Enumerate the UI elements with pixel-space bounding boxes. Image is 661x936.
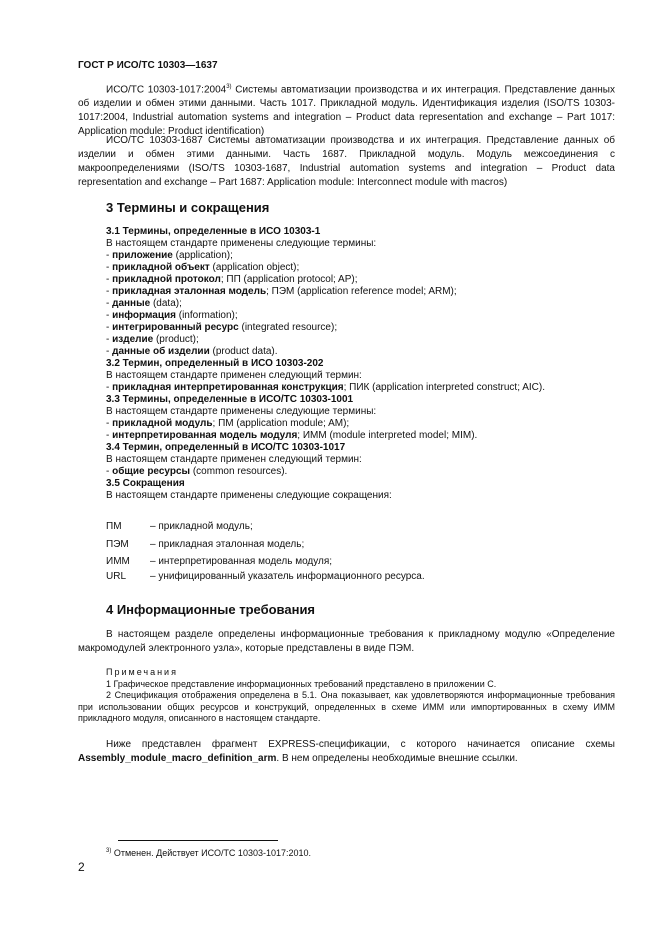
term-detail: ; ПИК (application interpreted construct; AIC). — [343, 382, 545, 393]
subsection-intro: В настоящем стандарте применены следующие термины: — [106, 406, 377, 417]
subsection-intro: В настоящем стандарте применены следующие сокращения: — [106, 490, 392, 501]
term-detail: (information); — [175, 310, 238, 321]
term-name: общие ресурсы — [112, 466, 191, 477]
term-name: прикладная эталонная модель — [112, 286, 267, 297]
term-item: - прикладной объект (application object); — [106, 262, 300, 273]
subsection-title: 3.4 Термин, определенный в ИСО/ТС 10303-1017 — [106, 442, 346, 453]
subsection-intro: В настоящем стандарте применен следующий термин: — [106, 454, 362, 465]
subsection-intro: В настоящем стандарте применены следующие термины: — [106, 238, 377, 249]
page-number: 2 — [78, 860, 85, 874]
subsection-title: 3.1 Термины, определенные в ИСО 10303-1 — [106, 226, 321, 237]
term-list — [106, 250, 615, 358]
note-1: 1 Графическое представление информационных требований представлено в приложении С. — [106, 679, 497, 689]
abbr-value: – интерпретированная модель модуля; — [150, 556, 333, 567]
term-detail: (application object); — [209, 262, 300, 273]
term-item: - общие ресурсы (common resources). — [106, 466, 288, 477]
term-item: - прикладной модуль; ПМ (application module; AM); — [106, 418, 350, 429]
term-name: интерпретированная модель модуля — [112, 430, 298, 441]
term-item: - данные (data); — [106, 298, 182, 309]
term-item: - интегрированный ресурс (integrated resource); — [106, 322, 338, 333]
footnote-text: Отменен. Действует ИСО/ТС 10303-1017:2010. — [111, 848, 312, 858]
abbr-value: – унифицированный указатель информационного ресурса. — [150, 571, 425, 582]
reference-1017 — [78, 80, 615, 139]
subsection-title: 3.5 Сокращения — [106, 478, 185, 489]
ref-text: Системы автоматизации производства и их интеграция. Представление данных об изделии и обмен этими данными. Часть 1017. Прикладной модуль. Идентификация изделия (ISO/TS 10303-1017:2004, Industrial automation systems and integration – Product data representation and exchange – Part 1017: Application module: Product identification) — [78, 84, 615, 138]
section-4-title: 4 Информационные требования — [106, 602, 316, 617]
abbr-key: ПЭМ — [106, 539, 129, 550]
term-name: прикладной модуль — [112, 418, 213, 429]
term-detail: ; ИММ (module interpreted model; MIM). — [297, 430, 478, 441]
express-paragraph: Ниже представлен фрагмент EXPRESS-спецификации, с которого начинается описание схемы Assembly_module_macro_definition_arm. В нем определены необходимые внешние ссылки. — [78, 739, 615, 764]
section-4-paragraph: В настоящем разделе определены информационные требования к прикладному модулю «Определение макромодулей электронного узла», которые представлены в виде ПЭМ. — [78, 629, 615, 654]
term-name: прикладная интерпретированная конструкция — [112, 382, 344, 393]
term-name: прикладной объект — [112, 262, 210, 273]
abbr-value: – прикладной модуль; — [150, 521, 253, 532]
section-3-title: 3 Термины и сокращения — [106, 200, 270, 215]
reference-1687: ИСО/ТС 10303-1687 Системы автоматизации производства и их интеграция. Представление данных об изделии и обмен этими данными. Часть 1687. Прикладной модуль. Модуль межсоединения с макроопределениями (ISO/TS 10303-1687, Industrial automation systems and integration – Product data representation and exchange – Part 1687: Application module: Interconnect module with macros) — [78, 135, 615, 188]
term-item: - прикладной протокол; ПП (application protocol; AP); — [106, 274, 358, 285]
term-item: - прикладная эталонная модель; ПЭМ (application reference model; ARM); — [106, 286, 457, 297]
term-detail: (product data). — [209, 346, 278, 357]
note-2: 2 Спецификация отображения определена в 5.1. Она показывает, как удовлетворяются информационные требования при использовании общих ресурсов и конструкций, определенных в схеме ИММ или импортированных в схему ИММ прикладного модуля, описанного в настоящем стандарте. — [78, 690, 615, 723]
footnote-mark: 3) — [106, 848, 112, 854]
abbr-value: – прикладная эталонная модель; — [150, 539, 305, 550]
schema-name: Assembly_module_macro_definition_arm — [78, 753, 277, 764]
abbr-key: URL — [106, 571, 127, 582]
term-detail: (common resources). — [190, 466, 288, 477]
subsection-title: 3.3 Термины, определенные в ИСО/ТС 10303-1001 — [106, 394, 354, 405]
term-item: - информация (information); — [106, 310, 238, 321]
term-detail: ; ПМ (application module; AM); — [212, 418, 350, 429]
term-name: данные — [112, 298, 151, 309]
term-name: прикладной протокол — [112, 274, 221, 285]
term-name: данные об изделии — [112, 346, 210, 357]
ref-code: ИСО/ТС 10303-1017:2004 — [106, 84, 227, 96]
term-item: - изделие (product); — [106, 334, 199, 345]
document-header: ГОСТ Р ИСО/ТС 10303—1637 — [78, 60, 218, 71]
term-list — [106, 466, 615, 478]
term-detail: (data); — [150, 298, 182, 309]
term-list — [106, 382, 615, 394]
term-name: изделие — [112, 334, 154, 345]
term-name: интегрированный ресурс — [112, 322, 239, 333]
term-detail: ; ПП (application protocol; AP); — [220, 274, 358, 285]
term-detail: (application); — [172, 250, 233, 261]
term-name: информация — [112, 310, 176, 321]
abbr-key: ИММ — [106, 556, 130, 567]
term-detail: (integrated resource); — [238, 322, 338, 333]
term-list — [106, 418, 615, 442]
term-item: - прикладная интерпретированная конструкция; ПИК (application interpreted construct; AIC). — [106, 382, 545, 393]
term-item: - приложение (application); — [106, 250, 233, 261]
term-detail: ; ПЭМ (application reference model; ARM); — [266, 286, 457, 297]
term-detail: (product); — [153, 334, 199, 345]
term-name: приложение — [112, 250, 173, 261]
footnote — [106, 848, 311, 858]
notes-title: Примечания — [106, 667, 178, 677]
term-item: - интерпретированная модель модуля; ИММ (module interpreted model; MIM). — [106, 430, 478, 441]
subsection-intro: В настоящем стандарте применен следующий термин: — [106, 370, 362, 381]
subsection-title: 3.2 Термин, определенный в ИСО 10303-202 — [106, 358, 324, 369]
section-3-body — [106, 226, 615, 502]
footnote-divider — [118, 840, 278, 841]
term-item: - данные об изделии (product data). — [106, 346, 278, 357]
footnote-mark: 3) — [226, 84, 232, 90]
abbr-key: ПМ — [106, 521, 122, 532]
